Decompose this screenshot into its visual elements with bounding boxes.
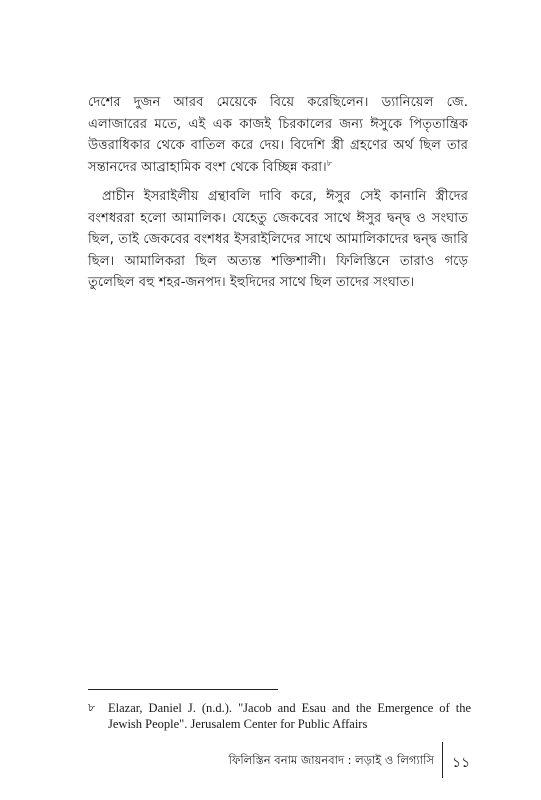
footnote-reference: ৮ [326, 158, 332, 168]
footnote-divider [88, 689, 278, 690]
footnote-number: ৮ [88, 701, 96, 714]
paragraph-1 [88, 92, 468, 178]
running-footer-title: ফিলিস্তিন বনাম জায়নবাদ : লড়াই ও লিগ্যাসি [228, 753, 434, 767]
paragraph-1-text: দেশের দুজন আরব মেয়েকে বিয়ে করেছিলেন। ড্যানিয়েল জে. এলাজারের মতে, এই এক কাজই চিরকালের জন্য ঈসুকে পিতৃতান্ত্রিক উত্তরাধিকার থেকে বাতিল করে দেয়। বিদেশি স্ত্রী গ্রহণের অর্থ ছিল তার সন্তানদের আব্রাহামিক বংশ থেকে বিচ্ছিন্ন করা। [88, 95, 468, 175]
footnote-text: Elazar, Daniel J. (n.d.). "Jacob and Esau and the Emergence of the Jewish People". Jerusalem Center for Public Affairs [108, 701, 471, 731]
page-number: ১১ [452, 755, 471, 771]
footnote [88, 700, 471, 732]
paragraph-2: প্রাচীন ইসরাইলীয় গ্রন্থাবলি দাবি করে, ঈসুর সেই কানানি স্ত্রীদের বংশধররা হলো আমালিক। যেহেতু জেকবের সাথে ঈসুর দ্বন্দ্ব ও সংঘাত ছিল, তাই জেকবের বংশধর ইসরাইলিদের সাথে আমালিকাদের দ্বন্দ্ব জারি ছিল। আমালিকরা ছিল অত্যন্ত শক্তিশালী। ফিলিস্তিনে তারাও গড়ে তুলেছিল বহু শহর-জনপদ। ইহুদিদের সাথে ছিল তাদের সংঘাত। [88, 189, 468, 290]
footer-separator [442, 742, 443, 778]
main-text [88, 92, 468, 294]
